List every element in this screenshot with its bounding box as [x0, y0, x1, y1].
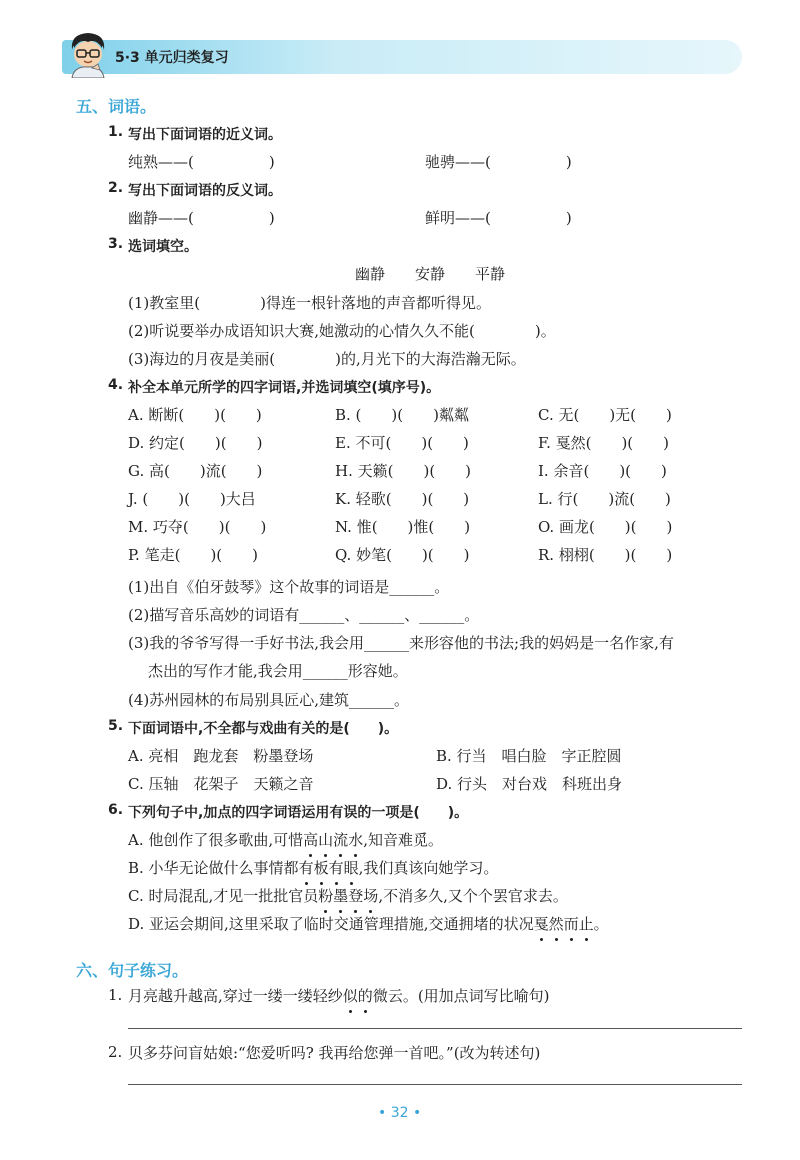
q4-idiom-m[interactable]: M. 巧夺( )( )	[128, 518, 267, 536]
q6-c-dotted	[318, 887, 378, 905]
s2-text: 贝多芬问盲姑娘:“您爱听吗? 我再给您弹一首吧。”(改为转述句)	[128, 1044, 541, 1062]
q6-b-pre: B. 小华无论做什么事情都	[128, 859, 299, 877]
section-title-words: 五、词语。	[76, 97, 157, 116]
q4-sub-3-cont[interactable]: 杰出的写作才能,我会用______形容她。	[148, 662, 408, 680]
q6-b-dotted	[299, 859, 359, 877]
s1-number: 1.	[108, 986, 123, 1004]
q2-item-a[interactable]: 幽静——( )	[128, 209, 275, 227]
page-number: • 32 •	[378, 1105, 422, 1121]
emphasis-char: 眼	[343, 859, 359, 877]
q4-sub-3[interactable]: (3)我的爷爷写得一手好书法,我会用______来形容他的书法;我的妈妈是一名作家,有	[128, 634, 674, 652]
emphasis-char: 水	[348, 831, 364, 849]
student-mascot-icon	[66, 30, 110, 78]
q5-option-b[interactable]: B. 行当 唱白脸 字正腔圆	[436, 747, 622, 765]
q5-text: 下面词语中,不全都与戏曲有关的是( )。	[128, 721, 399, 737]
q1-number: 1.	[108, 124, 124, 140]
emphasis-char: 高	[303, 831, 319, 849]
q4-sub-4[interactable]: (4)苏州园林的布局别具匠心,建筑______。	[128, 691, 410, 709]
q3-word-choices: 幽静 安静 平静	[355, 265, 506, 283]
q4-idiom-l[interactable]: L. 行( )流( )	[538, 490, 671, 508]
emphasis-char: 有	[328, 859, 344, 877]
s2-number: 2.	[108, 1043, 123, 1061]
s1-post: 微云。(用加点词写比喻句)	[372, 987, 550, 1005]
emphasis-char: 止	[578, 915, 594, 933]
q5-option-a[interactable]: A. 亮相 跑龙套 粉墨登场	[128, 747, 314, 765]
q6-option-a[interactable]	[128, 829, 443, 850]
emphasis-char: 然	[548, 915, 564, 933]
q6-option-b[interactable]	[128, 857, 498, 878]
emphasis-char: 山	[318, 831, 334, 849]
header-title: 5·3 单元归类复习	[115, 50, 229, 66]
s1-dotted	[343, 987, 373, 1005]
q4-idiom-q[interactable]: Q. 妙笔( )( )	[335, 546, 470, 564]
q4-idiom-r[interactable]: R. 栩栩( )( )	[538, 546, 673, 564]
q4-idiom-c[interactable]: C. 无( )无( )	[538, 406, 672, 424]
emphasis-char: 戛	[533, 915, 549, 933]
q4-text: 补全本单元所学的四字词语,并选词填空(填序号)。	[128, 380, 441, 396]
q4-idiom-a[interactable]: A. 断断( )( )	[128, 406, 262, 424]
q6-b-post: ,我们真该向她学习。	[358, 859, 499, 877]
emphasis-char: 粉	[318, 887, 334, 905]
s2-answer-line[interactable]	[128, 1084, 742, 1085]
q2-number: 2.	[108, 180, 124, 196]
q6-option-c[interactable]	[128, 885, 568, 906]
q4-idiom-h[interactable]: H. 天籁( )( )	[335, 462, 472, 480]
q6-c-post: ,不消多久,又个个罢官求去。	[378, 887, 568, 905]
q3-item-2[interactable]: (2)听说要举办成语知识大赛,她激动的心情久久不能( )。	[128, 322, 556, 340]
q4-idiom-i[interactable]: I. 余音( )( )	[538, 462, 667, 480]
q6-option-d[interactable]	[128, 913, 609, 934]
emphasis-char: 似	[342, 987, 358, 1005]
q4-idiom-e[interactable]: E. 不可( )( )	[335, 434, 469, 452]
q6-a-dotted	[303, 831, 363, 849]
q6-d-post: 。	[593, 915, 609, 933]
q4-idiom-f[interactable]: F. 戛然( )( )	[538, 434, 670, 452]
q4-idiom-k[interactable]: K. 轻歌( )( )	[335, 490, 470, 508]
q3-item-1[interactable]: (1)教室里( )得连一根针落地的声音都听得见。	[128, 294, 491, 312]
q4-idiom-b[interactable]: B. ( )( )粼粼	[335, 406, 469, 424]
q1-item-b[interactable]: 驰骋——( )	[425, 153, 572, 171]
q4-sub-1[interactable]: (1)出自《伯牙鼓琴》这个故事的词语是______。	[128, 578, 450, 596]
q6-a-pre: A. 他创作了很多歌曲,可惜	[128, 831, 304, 849]
q5-option-c[interactable]: C. 压轴 花架子 天籁之音	[128, 775, 314, 793]
s1-answer-line[interactable]	[128, 1028, 742, 1029]
emphasis-char: 板	[313, 859, 329, 877]
emphasis-char: 墨	[333, 887, 349, 905]
q4-number: 4.	[108, 377, 124, 393]
q1-text: 写出下面词语的近义词。	[128, 127, 282, 143]
s1-pre: 月亮越升越高,穿过一缕一缕轻纱	[128, 987, 343, 1005]
q3-text: 选词填空。	[128, 239, 198, 255]
q5-number: 5.	[108, 718, 124, 734]
q4-idiom-o[interactable]: O. 画龙( )( )	[538, 518, 673, 536]
emphasis-char: 而	[563, 915, 579, 933]
emphasis-char: 的	[357, 987, 373, 1005]
q6-c-pre: C. 时局混乱,才见一批批官员	[128, 887, 319, 905]
q6-text: 下列句子中,加点的四字词语运用有误的一项是( )。	[128, 805, 469, 821]
q2-item-b[interactable]: 鲜明——( )	[425, 209, 572, 227]
emphasis-char: 登	[348, 887, 364, 905]
q4-idiom-j[interactable]: J. ( )( )大吕	[128, 490, 256, 508]
q3-item-3[interactable]: (3)海边的月夜是美丽( )的,月光下的大海浩瀚无际。	[128, 350, 526, 368]
q5-option-d[interactable]: D. 行头 对台戏 科班出身	[436, 775, 623, 793]
q6-d-pre: D. 亚运会期间,这里采取了临时交通管理措施,交通拥堵的状况	[128, 915, 534, 933]
q4-idiom-n[interactable]: N. 惟( )惟( )	[335, 518, 471, 536]
q4-idiom-g[interactable]: G. 高( )流( )	[128, 462, 263, 480]
s1-text	[128, 985, 550, 1006]
q6-d-dotted	[534, 915, 594, 933]
q3-number: 3.	[108, 236, 124, 252]
emphasis-char: 流	[333, 831, 349, 849]
q4-idiom-d[interactable]: D. 约定( )( )	[128, 434, 263, 452]
q4-idiom-p[interactable]: P. 笔走( )( )	[128, 546, 258, 564]
q1-item-a[interactable]: 纯熟——( )	[128, 153, 275, 171]
q2-text: 写出下面词语的反义词。	[128, 183, 282, 199]
q4-sub-2[interactable]: (2)描写音乐高妙的词语有______、______、______。	[128, 606, 480, 624]
emphasis-char: 场	[363, 887, 379, 905]
q6-a-post: ,知音难觅。	[363, 831, 443, 849]
section-title-sentences: 六、句子练习。	[76, 961, 189, 980]
emphasis-char: 有	[298, 859, 314, 877]
q6-number: 6.	[108, 802, 124, 818]
